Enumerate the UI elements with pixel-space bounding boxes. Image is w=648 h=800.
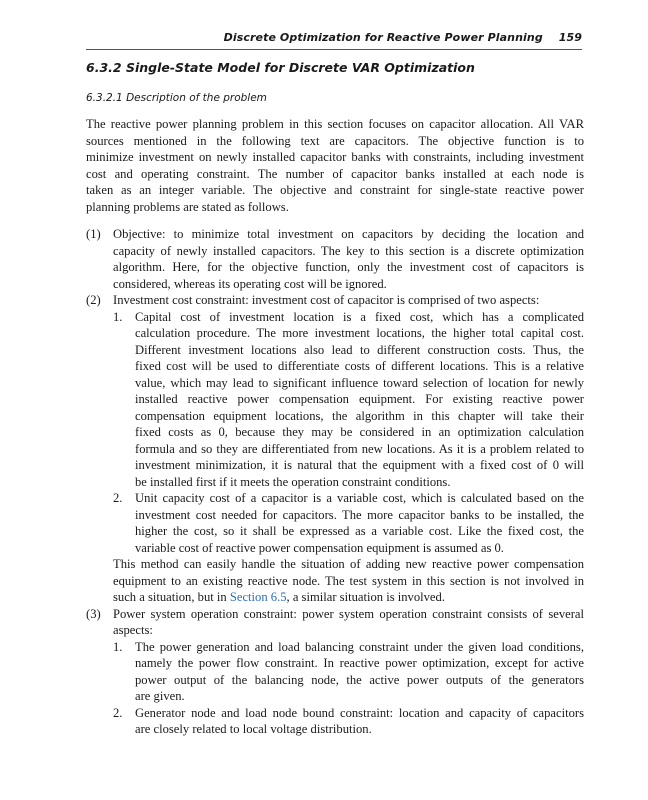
text-line: Investment cost constraint: investment cost of capacitor is comprised of two aspects: — [113, 293, 540, 307]
text-line: aspects: — [113, 623, 153, 637]
text-line: installed reactive power compensation equipment. For existing reactive power — [135, 392, 584, 406]
section-6-5-link[interactable]: Section 6.5 — [229, 590, 287, 604]
running-header — [86, 31, 582, 50]
intro-paragraph — [86, 116, 584, 215]
text-line: algorithm. Here, for the objective function, only the investment cost of capacitors is — [113, 260, 584, 274]
text-segment: , a similar situation is involved. — [286, 590, 445, 604]
text-line: value, which may lead to significant influence toward selection of location for newly — [135, 375, 584, 390]
text-line: are given. — [135, 689, 185, 703]
text-line: investment cost needed for capacitors. The more capacitor banks to be installed, the — [135, 507, 584, 522]
list-marker: 1. — [113, 309, 123, 324]
text-line: cost and operating constraint. The number of capacitor banks installed at each node is — [86, 166, 584, 181]
text-line: The reactive power planning problem in this section focuses on capacitor allocation. All VAR — [86, 117, 584, 131]
subsection-title: 6.3.2.1 Description of the problem — [86, 92, 267, 104]
list-marker: 2. — [113, 491, 123, 505]
text-line: formula and so they are differentiated from new locations. As it is a problem related to — [135, 441, 584, 456]
text-line: variable cost of reactive power compensation equipment is assumed as 0. — [135, 540, 504, 555]
section-title: 6.3.2 Single-State Model for Discrete VAR Optimization — [86, 60, 475, 75]
text-line: Capital cost of investment location is a fixed cost, which has a complicated — [135, 309, 584, 324]
text-line: are closely related to local voltage distribution. — [135, 722, 372, 736]
text-line: equipment to an existing reactive node. The test system in this section is not involved in — [113, 573, 584, 588]
list-item-investment-cost — [86, 292, 584, 309]
text-line: power output of the balancing node, the active power outputs of the generators — [135, 672, 584, 687]
list-item-operation-constraint — [86, 606, 584, 639]
text-segment: such a situation, but in — [113, 590, 230, 604]
list-marker: (2) — [86, 293, 101, 307]
list-marker: (3) — [86, 606, 101, 621]
text-line — [113, 589, 584, 606]
text-line: be installed first if it meets the operation constraint conditions. — [135, 474, 451, 489]
text-line: fixed costs as 0, because they may be considered in an optimization calculation — [135, 425, 584, 439]
text-line: The power generation and load balancing constraint under the given load conditions, — [135, 639, 584, 654]
page-number: 159 — [558, 31, 582, 44]
text-line: considered, whereas its operating cost will be ignored. — [113, 276, 387, 291]
sublist-item-capital-cost — [86, 309, 584, 491]
text-line: higher the cost, so it shall be expressed as a variable cost. Like the fixed cost, the — [135, 524, 584, 538]
sublist-item-unit-capacity-cost — [86, 490, 584, 556]
sublist-item-power-balance — [86, 639, 584, 705]
text-line: sources mentioned in the following text are capacitors. The objective function is to — [86, 133, 584, 148]
text-line: minimize investment on newly installed capacitor banks with constraints, including investment — [86, 150, 584, 164]
text-line: investment minimization, it is natural that the equipment with a fixed cost of 0 will — [135, 458, 584, 472]
sublist-item-bound-constraint — [86, 705, 584, 738]
list-marker: (1) — [86, 227, 101, 241]
investment-cost-continuation — [86, 556, 584, 606]
text-line: capacity of newly installed capacitors. The key to this section is a discrete optimization — [113, 243, 584, 258]
list-marker: 1. — [113, 639, 123, 654]
numbered-list — [86, 226, 584, 738]
text-line: planning problems are stated as follows. — [86, 199, 289, 214]
text-line: Power system operation constraint: power system operation constraint consists of several — [113, 606, 584, 621]
list-item-objective — [86, 226, 584, 292]
text-line: calculation procedure. The more investment locations, the higher total capital cost. — [135, 326, 584, 340]
text-line: fixed cost will be used to differentiate costs of different locations. This is a relative — [135, 359, 584, 373]
text-line: Unit capacity cost of a capacitor is a variable cost, which is calculated based on the — [135, 491, 584, 505]
text-line: Objective: to minimize total investment on capacitors by deciding the location and — [113, 227, 584, 241]
text-line: namely the power flow constraint. In reactive power optimization, except for active — [135, 656, 584, 670]
list-marker: 2. — [113, 705, 123, 720]
text-line: compensation equipment locations, the algorithm in this chapter will take their — [135, 408, 584, 423]
text-line: taken as an integer variable. The objective and constraint for single-state reactive power — [86, 183, 584, 197]
text-line: This method can easily handle the situation of adding new reactive power compensation — [113, 557, 584, 571]
text-line: Generator node and load node bound constraint: location and capacity of capacitors — [135, 705, 584, 720]
text-line: Different investment locations also lead to different construction costs. Thus, the — [135, 342, 584, 357]
running-title: Discrete Optimization for Reactive Power Planning — [223, 31, 543, 44]
